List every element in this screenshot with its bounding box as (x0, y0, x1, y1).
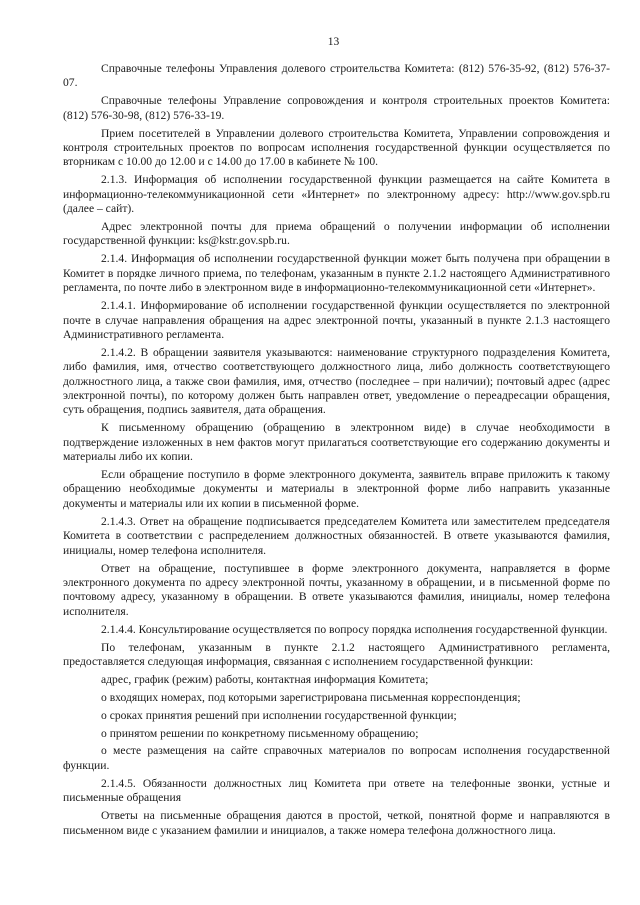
paragraph: Прием посетителей в Управлении долевого строительства Комитета, Управлении сопровождения и контроля строительных проектов по вопросам исполнения государственной функции осуществляется по вторникам с 10.00 до 12.00 и с 14.00 до 17.00 в кабинете № 100. (63, 126, 610, 169)
paragraph: 2.1.3. Информация об исполнении государственной функции размещается на сайте Комитета в информационно-телекоммуникационной сети «Интернет» по электронному адресу: http://www.gov.spb.ru (далее – сайт). (63, 173, 610, 216)
paragraph: Справочные телефоны Управление сопровождения и контроля строительных проектов Комитета: (812) 576-30-98, (812) 576-33-19. (63, 94, 610, 122)
paragraph: Если обращение поступило в форме электронного документа, заявитель вправе приложить к такому обращению необходимые документы и материалы в электронной форме либо направить указанные документы и материалы или их копии в письменной форме. (63, 468, 610, 510)
paragraph: о месте размещения на сайте справочных материалов по вопросам исполнения государственной функции. (63, 744, 610, 772)
page-number: 13 (327, 36, 340, 48)
paragraph: адрес, график (режим) работы, контактная информация Комитета; (101, 672, 429, 686)
paragraph: о сроках принятия решений при исполнении государственной функции; (101, 708, 457, 722)
paragraph: Справочные телефоны Управления долевого строительства Комитета: (812) 576-35-92, (812) 576-37-07. (63, 62, 610, 90)
paragraph: 2.1.4.5. Обязанности должностных лиц Комитета при ответе на телефонные звонки, устные и письменные обращения (63, 776, 610, 805)
paragraph: 2.1.4. Информация об исполнении государственной функции может быть получена при обращении в Комитет в порядке личного приема, по телефонам, указанным в пункте 2.1.2 настоящего Административного регламента, по почте либо в электронном виде в информационно-телекоммуникационной сети «Интернет». (63, 252, 610, 295)
paragraph: о принятом решении по конкретному письменному обращению; (101, 726, 419, 740)
paragraph: Адрес электронной почты для приема обращений о получении информации об исполнении государственной функции: ks@kstr.gov.spb.ru. (63, 220, 610, 248)
paragraph: Ответы на письменные обращения даются в простой, четкой, понятной форме и направляются в письменном виде с указанием фамилии и инициалов, а также номера телефона должностного лица. (63, 809, 610, 837)
paragraph: К письменному обращению (обращению в электронном виде) в случае необходимости в подтверждение изложенных в нем фактов могут прилагаться соответствующие его содержанию документы и материалы либо их копии. (63, 421, 610, 464)
paragraph: 2.1.4.1. Информирование об исполнении государственной функции осуществляется по электронной почте в случае направления обращения на адрес электронной почты, указанный в пункте 2.1.3 настоящего Административного регламента. (63, 299, 610, 341)
paragraph: о входящих номерах, под которыми зарегистрирована письменная корреспонденция; (101, 690, 521, 704)
document-body (63, 62, 610, 838)
paragraph: 2.1.4.4. Консультирование осуществляется по вопросу порядка исполнения государственной функции. (101, 622, 608, 636)
paragraph: 2.1.4.3. Ответ на обращение подписывается председателем Комитета или заместителем председателя Комитета в соответствии с распределением должностных обязанностей. В ответе указываются фамилия, инициалы, номер телефона исполнителя. (63, 514, 610, 557)
paragraph: 2.1.4.2. В обращении заявителя указываются: наименование структурного подразделения Комитета, либо фамилия, имя, отчество соответствующего должностного лица, либо должность соответствующего должностного лица, а также свои фамилия, имя, отчество (последнее – при наличии); почтовый адрес (адрес электронной почты), по которому должен быть направлен ответ, уведомление о переадресации обращения, суть обращения, подпись заявителя, дата обращения. (63, 345, 610, 417)
paragraph: Ответ на обращение, поступившее в форме электронного документа, направляется в форме электронного документа по адресу электронной почты, указанному в обращении, и в письменной форме по почтовому адресу, указанному в обращении. В ответе указываются фамилия, инициалы, номер телефона исполнителя. (63, 561, 610, 618)
paragraph: По телефонам, указанным в пункте 2.1.2 настоящего Административного регламента, предоставляется следующая информация, связанная с исполнением государственной функции: (63, 640, 610, 668)
